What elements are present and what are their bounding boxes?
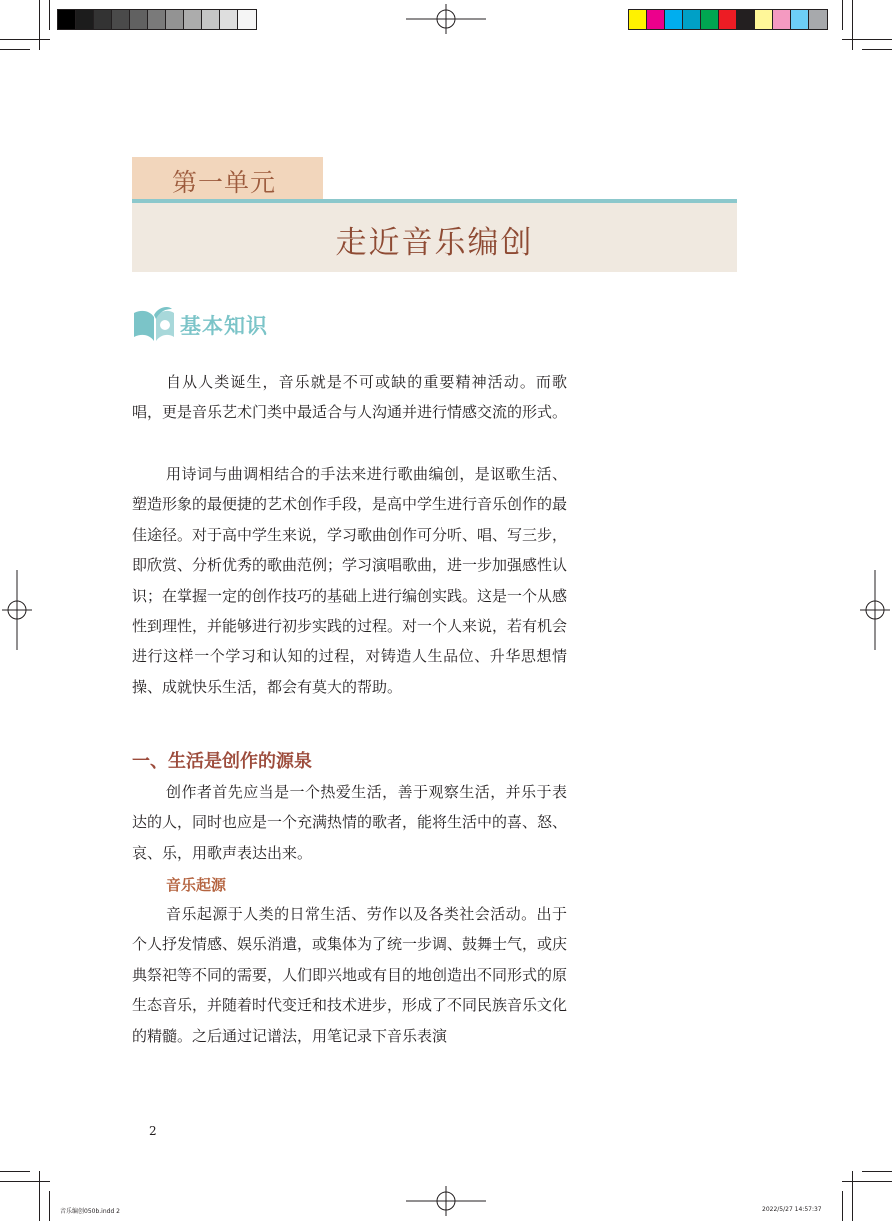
crop-mark bbox=[842, 0, 843, 30]
color-swatch bbox=[665, 10, 683, 29]
color-swatch bbox=[629, 10, 647, 29]
crop-mark bbox=[49, 1191, 50, 1221]
color-swatch bbox=[683, 10, 701, 29]
crop-mark bbox=[852, 0, 853, 50]
section-paragraph: 创作者首先应当是一个热爱生活，善于观察生活，并乐于表达的人，同时也应是一个充满热情的歌者，能将生活中的喜、怒、哀、乐，用歌声表达出来。 bbox=[132, 783, 568, 862]
color-control-bar bbox=[628, 9, 828, 30]
color-swatch bbox=[719, 10, 737, 29]
crop-mark bbox=[0, 49, 30, 50]
crop-mark bbox=[842, 1181, 892, 1182]
crop-mark bbox=[842, 1191, 843, 1221]
color-swatch bbox=[238, 10, 256, 29]
registration-mark-icon bbox=[860, 570, 890, 650]
color-swatch bbox=[220, 10, 238, 29]
file-slug: 音乐编创050b.indd 2 bbox=[60, 1208, 120, 1215]
section-badge-label: 基本知识 bbox=[180, 314, 268, 338]
section-badge bbox=[132, 305, 268, 345]
color-swatch bbox=[809, 10, 827, 29]
color-swatch bbox=[94, 10, 112, 29]
section-heading: 一、生活是创作的源泉 bbox=[132, 751, 312, 772]
chapter-title: 走近音乐编创 bbox=[335, 225, 534, 261]
subsection-paragraph: 音乐起源于人类的日常生活、劳作以及各类社会活动。出于个人抒发情感、娱乐消遣，或集体为了统一步调、鼓舞士气，或庆典祭祀等不同的需要，人们即兴地或有目的地创造出不同形式的原生态音乐，并随着时代变迁和技术进步，形成了不同民族音乐文化的精髓。之后通过记谱法，用笔记录下音乐表演 bbox=[132, 905, 568, 1045]
color-swatch bbox=[76, 10, 94, 29]
intro-paragraph: 用诗词与曲调相结合的手法来进行歌曲编创，是讴歌生活、塑造形象的最便捷的艺术创作手段，是高中学生进行音乐创作的最佳途径。对于高中学生来说，学习歌曲创作可分听、唱、写三步，即欣赏、分析优秀的歌曲范例；学习演唱歌曲，进一步加强感性认识；在掌握一定的创作技巧的基础上进行编创实践。这是一个从感性到理性，并能够进行初步实践的过程。对一个人来说，若有机会进行这样一个学习和认知的过程，对铸造人生品位、升华思想情操、成就快乐生活，都会有莫大的帮助。 bbox=[132, 465, 568, 696]
color-swatch bbox=[202, 10, 220, 29]
color-swatch bbox=[737, 10, 755, 29]
color-swatch bbox=[112, 10, 130, 29]
crop-mark bbox=[862, 1171, 892, 1172]
open-book-icon bbox=[132, 305, 176, 345]
color-swatch bbox=[791, 10, 809, 29]
unit-tab bbox=[132, 157, 323, 199]
unit-label: 第一单元 bbox=[172, 168, 277, 197]
registration-mark-icon bbox=[406, 4, 486, 34]
registration-mark-icon bbox=[406, 1186, 486, 1216]
color-swatch bbox=[701, 10, 719, 29]
intro-paragraph: 自从人类诞生，音乐就是不可或缺的重要精神活动。而歌唱，更是音乐艺术门类中最适合与人沟通并进行情感交流的形式。 bbox=[132, 373, 568, 422]
color-swatch bbox=[148, 10, 166, 29]
subsection-heading: 音乐起源 bbox=[166, 876, 227, 894]
gray-ramp-bar bbox=[57, 9, 257, 30]
color-swatch bbox=[755, 10, 773, 29]
crop-mark bbox=[842, 39, 892, 40]
crop-mark bbox=[0, 39, 50, 40]
crop-mark bbox=[0, 1181, 50, 1182]
color-swatch bbox=[166, 10, 184, 29]
crop-mark bbox=[39, 0, 40, 50]
crop-mark bbox=[0, 1171, 30, 1172]
color-swatch bbox=[58, 10, 76, 29]
timestamp-slug: 2022/5/27 14:57:37 bbox=[762, 1206, 822, 1213]
crop-mark bbox=[862, 49, 892, 50]
chapter-title-band bbox=[132, 203, 737, 272]
crop-mark bbox=[39, 1171, 40, 1221]
color-swatch bbox=[773, 10, 791, 29]
crop-mark bbox=[852, 1171, 853, 1221]
page-number: 2 bbox=[149, 1124, 157, 1138]
color-swatch bbox=[184, 10, 202, 29]
registration-mark-icon bbox=[2, 570, 32, 650]
color-swatch bbox=[130, 10, 148, 29]
crop-mark bbox=[49, 0, 50, 30]
color-swatch bbox=[647, 10, 665, 29]
